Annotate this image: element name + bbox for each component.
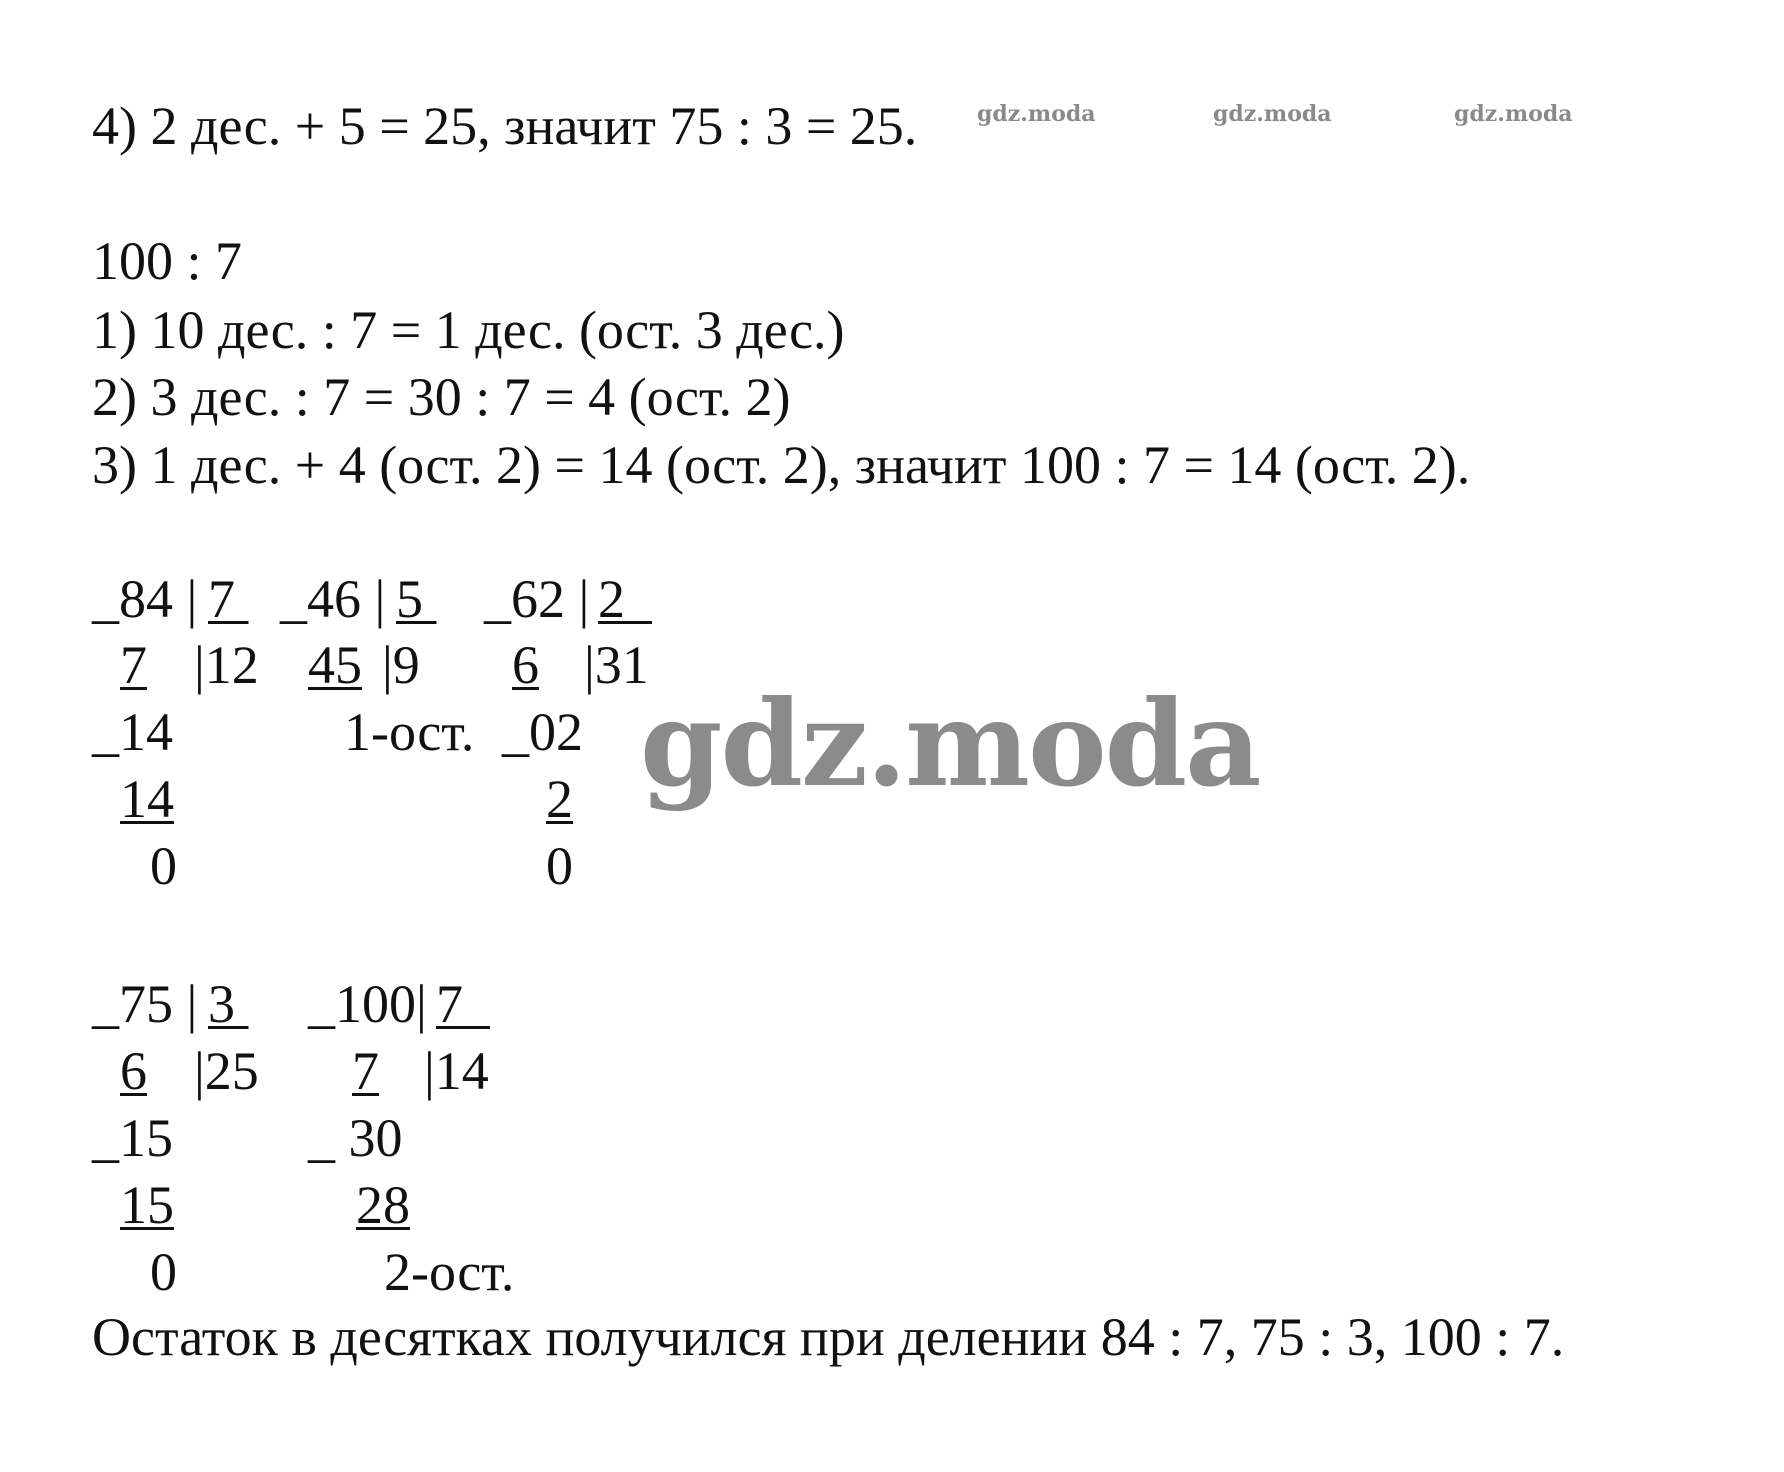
partial-minuend: _02 bbox=[502, 702, 583, 762]
subtrahend-2: 28 bbox=[356, 1175, 410, 1235]
watermark-small-2: gdz.moda bbox=[1213, 101, 1332, 127]
subtrahend-1: 7 bbox=[352, 1041, 379, 1101]
dividend: _62 | bbox=[484, 569, 590, 629]
remainder: 0 bbox=[150, 836, 177, 896]
subtrahend-2: 2 bbox=[546, 769, 573, 829]
line-step-3: 3) 1 дес. + 4 (ост. 2) = 14 (ост. 2), значит 100 : 7 = 14 (ост. 2). bbox=[92, 435, 1471, 495]
remainder: 1-ост. bbox=[344, 702, 475, 762]
partial-minuend: _15 bbox=[92, 1108, 173, 1168]
dividend: _100| bbox=[308, 974, 427, 1034]
remainder: 2-ост. bbox=[384, 1242, 515, 1302]
line-step-4: 4) 2 дес. + 5 = 25, значит 75 : 3 = 25. bbox=[92, 96, 918, 156]
line-step-1: 1) 10 дес. : 7 = 1 дес. (ост. 3 дес.) bbox=[92, 300, 845, 360]
watermark-small-1: gdz.moda bbox=[977, 101, 1096, 127]
partial-minuend: _ 30 bbox=[308, 1108, 403, 1168]
divisor: 3 bbox=[208, 974, 249, 1034]
watermark-small-3: gdz.moda bbox=[1454, 101, 1573, 127]
quotient: |31 bbox=[584, 635, 649, 695]
quotient: |12 bbox=[194, 635, 259, 695]
divisor: 2 bbox=[598, 569, 652, 629]
dividend: _84 | bbox=[92, 569, 198, 629]
remainder: 0 bbox=[150, 1242, 177, 1302]
dividend: _46 | bbox=[280, 569, 386, 629]
subtrahend-2: 14 bbox=[120, 769, 174, 829]
line-step-2: 2) 3 дес. : 7 = 30 : 7 = 4 (ост. 2) bbox=[92, 367, 791, 427]
divisor: 7 bbox=[436, 974, 490, 1034]
subtrahend-2: 15 bbox=[120, 1175, 174, 1235]
subtrahend-1: 6 bbox=[512, 635, 539, 695]
subtrahend-1: 45 bbox=[308, 635, 362, 695]
dividend: _75 | bbox=[92, 974, 198, 1034]
partial-minuend: _14 bbox=[92, 702, 173, 762]
divisor: 7 bbox=[208, 569, 249, 629]
line-expression-100-7: 100 : 7 bbox=[92, 231, 243, 291]
quotient: |14 bbox=[424, 1041, 489, 1101]
quotient: |9 bbox=[382, 635, 420, 695]
quotient: |25 bbox=[194, 1041, 259, 1101]
conclusion-line: Остаток в десятках получился при делении 84 : 7, 75 : 3, 100 : 7. bbox=[92, 1307, 1565, 1367]
divisor: 5 bbox=[396, 569, 437, 629]
remainder: 0 bbox=[546, 836, 573, 896]
subtrahend-1: 6 bbox=[120, 1041, 147, 1101]
subtrahend-1: 7 bbox=[120, 635, 147, 695]
watermark-big: gdz.moda bbox=[640, 674, 1260, 813]
